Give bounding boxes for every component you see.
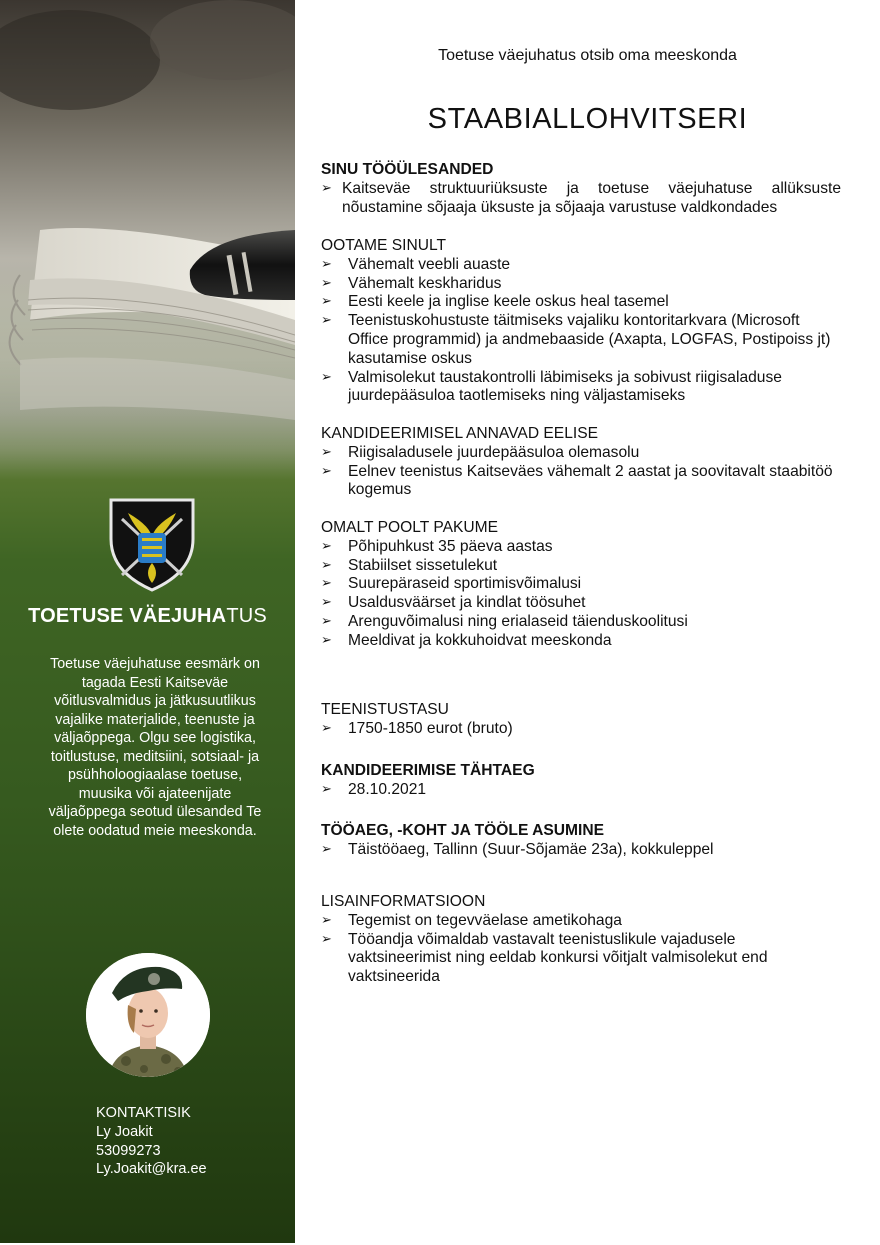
list-item: ➢ Kaitseväe struktuuriüksuste ja toetuse väejuhatuse allüksuste nõustamine sõjaaja üksuste ja sõjaaja varustuse valdkondades [321,180,841,218]
sidebar [0,0,295,1243]
section-tasks [321,161,841,217]
list-item: ➢ Eesti keele ja inglise keele oskus heal tasemel [321,293,841,312]
section-heading: OMALT POOLT PAKUME [321,519,499,536]
list-item: ➢ Suurepäraseid sportimisvõimalusi [321,575,841,594]
list-item: ➢ 28.10.2021 [321,781,841,800]
section-heading: SINU TÖÖÜLESANDED [321,161,494,178]
contact-name: Ly Joakit [96,1123,153,1140]
section-requirements [321,237,841,406]
section-deadline [321,762,841,800]
section-heading: KANDIDEERIMISE TÄHTAEG [321,762,535,779]
list-item: ➢ Riigisaladusele juurdepääsuloa olemasolu [321,444,841,463]
list-item: ➢ Täistööaeg, Tallinn (Suur-Sõjamäe 23a), kokkuleppel [321,841,841,860]
list-item: ➢ Valmisolekut taustakontrolli läbimiseks ja sobivust riigisaladuse juurdepääsuloa taotlemiseks ning väljastamiseks [321,369,841,407]
section-heading: OOTAME SINULT [321,237,447,254]
contact-block [96,1104,207,1179]
list-item: ➢ Tööandja võimaldab vastavalt teenistuslikule vajadusele vaktsineerimist ning eeldab konkursi võitjalt valmisolekut end vaktsineerida [321,931,841,987]
list-item: ➢ Eelnev teenistus Kaitseväes vähemalt 2 aastat ja soovitavalt staabitöö kogemus [321,463,841,501]
unit-name: TOETUSE VÄEJUHATUS [28,605,267,627]
list-item: ➢ Tegemist on tegevväelase ametikohaga [321,912,841,931]
section-heading: TÖÖAEG, -KOHT JA TÖÖLE ASUMINE [321,822,605,839]
section-info [321,893,841,987]
page-kicker: Toetuse väejuhatus otsib oma meeskonda [438,47,737,64]
list-item: ➢ Teenistuskohustuste täitmiseks vajaliku kontoritarkvara (Microsoft Office programmid) ja andmebaaside (Axapta, LOGFAS, Postipoiss jt) kasutamise oskus [321,312,841,368]
section-heading: TEENISTUSTASU [321,701,449,718]
contact-phone: 53099273 [96,1142,161,1159]
unit-crest-icon [108,497,196,593]
section-advantages [321,425,841,500]
section-heading: LISAINFORMATSIOON [321,893,486,910]
list-item: ➢ Usaldusväärset ja kindlat töösuhet [321,594,841,613]
contact-email[interactable]: Ly.Joakit@kra.ee [96,1161,207,1178]
unit-intro-text: Toetuse väejuhatuse eesmärk on tagada Eesti Kaitseväe võitlusvalmidus ja jätkusuutlikus vajalike materjalide, teenuste ja väljaõppega. Olgu see logistika, toitlustuse, meditsiini, sotsiaal- ja psühholoogiaalase toetuse, muusika või ajateenijate väljaõppega seotud ülesanded Te olete oodatud meie meeskonda. [48,656,262,839]
section-salary [321,701,841,739]
list-item: ➢ 1750-1850 eurot (bruto) [321,720,841,739]
list-item: ➢ Vähemalt keskharidus [321,275,841,294]
list-item: ➢ Vähemalt veebli auaste [321,256,841,275]
list-item: ➢ Meeldivat ja kokkuhoidvat meeskonda [321,632,841,651]
contact-photo [86,953,210,1077]
list-item: ➢ Stabiilset sissetulekut [321,557,841,576]
page-title: STAABIALLOHVITSERI [427,103,748,135]
contact-label: KONTAKTISIK [96,1105,191,1121]
list-item: ➢ Põhipuhkust 35 päeva aastas [321,538,841,557]
section-worktime [321,822,841,860]
list-item: ➢ Arenguvõimalusi ning erialaseid täienduskoolitusi [321,613,841,632]
notebook-pen-photo [0,0,295,470]
section-offer [321,519,841,651]
section-heading: KANDIDEERIMISEL ANNAVAD EELISE [321,425,599,442]
